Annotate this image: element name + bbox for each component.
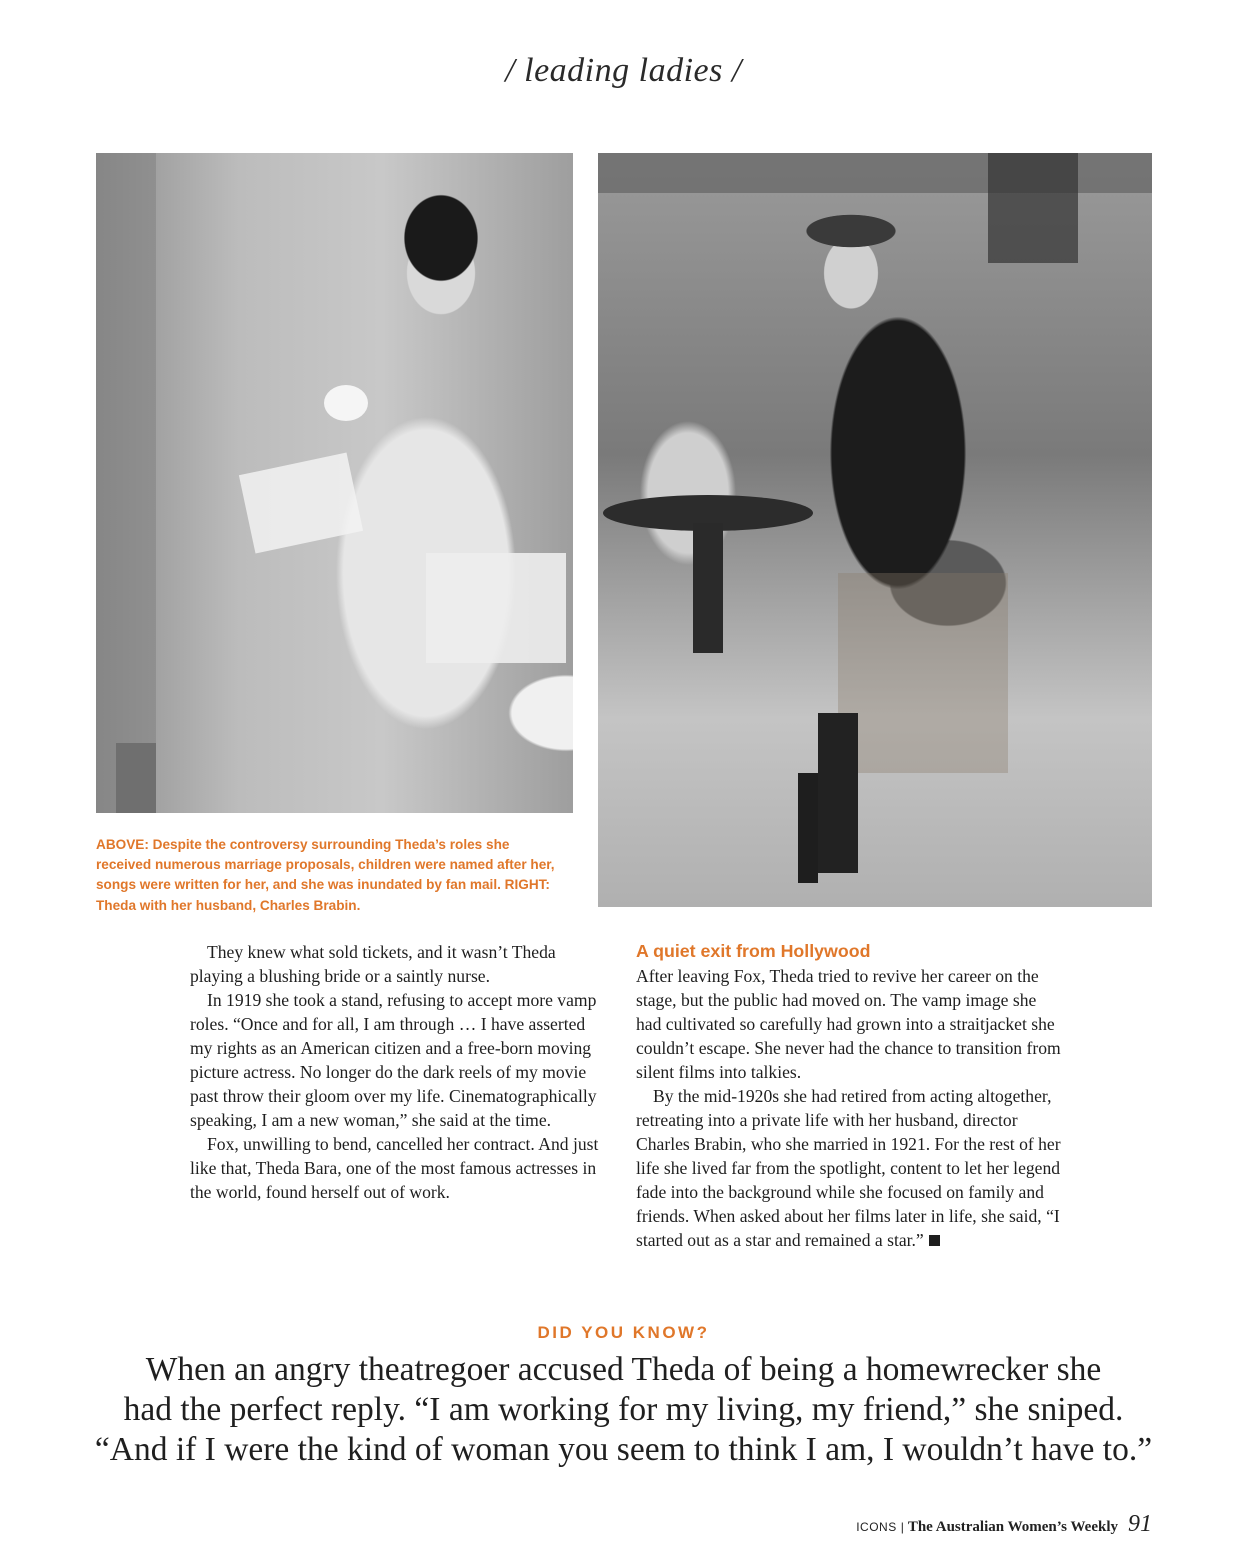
article-paragraph: In 1919 she took a stand, refusing to accept more vamp roles. “Once and for all, I am through … I have asserted my rights as an American citizen and a free-born moving picture actress. No longer do the dark reels of my movie past throw their gloom over my life. Cinematographically speaking, I am a new woman,” she said at the time.	[190, 990, 597, 1130]
caption-above-text: Despite the controversy surrounding Theda’s roles she received numerous marriage proposals, children were named after her, songs were written for her, and she was inundated by fan mail.	[96, 837, 555, 893]
section-title: / leading ladies /	[505, 52, 742, 89]
page-number: 91	[1128, 1511, 1152, 1537]
footer-magazine-name: The Australian Women’s Weekly	[907, 1519, 1118, 1535]
quote-line: When an angry theatregoer accused Theda of being a homewrecker she	[145, 1351, 1102, 1388]
footer-separator: |	[900, 1520, 904, 1534]
article-paragraph: They knew what sold tickets, and it wasn’t Theda playing a blushing bride or a saintly nurse.	[190, 942, 556, 986]
photo-theda-fan-mail	[96, 153, 573, 813]
caption-right-text: Theda with her husband, Charles Brabin.	[96, 897, 361, 913]
caption-right-label: RIGHT:	[504, 877, 550, 893]
did-you-know-label: DID YOU KNOW?	[537, 1323, 710, 1342]
quote-line: “And if I were the kind of woman you seem to think I am, I wouldn’t have to.”	[94, 1431, 1153, 1468]
quote-line: had the perfect reply. “I am working for my living, my friend,” she sniped.	[123, 1391, 1124, 1428]
end-mark-icon	[929, 1235, 940, 1246]
article-left-column	[190, 940, 605, 1204]
footer-section: ICONS	[856, 1520, 897, 1534]
article-paragraph-final	[636, 1084, 1061, 1252]
article-right-column	[636, 940, 1061, 1252]
did-you-know-quote	[40, 1350, 1207, 1470]
section-subhead: A quiet exit from Hollywood	[636, 941, 871, 961]
article-paragraph: Fox, unwilling to bend, cancelled her contract. And just like that, Theda Bara, one of the most famous actresses in the world, found herself out of work.	[190, 1134, 599, 1202]
caption-above-label: ABOVE:	[96, 837, 149, 852]
article-paragraph-text: By the mid-1920s she had retired from acting altogether, retreating into a private life with her husband, director Charles Brabin, who she married in 1921. For the rest of her life she lived far from the spotlight, content to let her legend fade into the background while she focused on family and friends. When asked about her films later in life, she said, “I started out as a star and remained a star.”	[636, 1086, 1061, 1250]
photo-caption	[96, 835, 566, 916]
article-paragraph: After leaving Fox, Theda tried to revive her career on the stage, but the public had moved on. The vamp image she had cultivated so carefully had grown into a straitjacket she couldn’t escape. She never had the chance to transition from silent films into talkies.	[636, 966, 1061, 1082]
photo-theda-and-husband	[598, 153, 1152, 907]
page-footer	[856, 1511, 1152, 1538]
photo-theda-fan-mail-shapes	[96, 153, 573, 813]
photo-theda-and-husband-shapes	[598, 153, 1152, 907]
